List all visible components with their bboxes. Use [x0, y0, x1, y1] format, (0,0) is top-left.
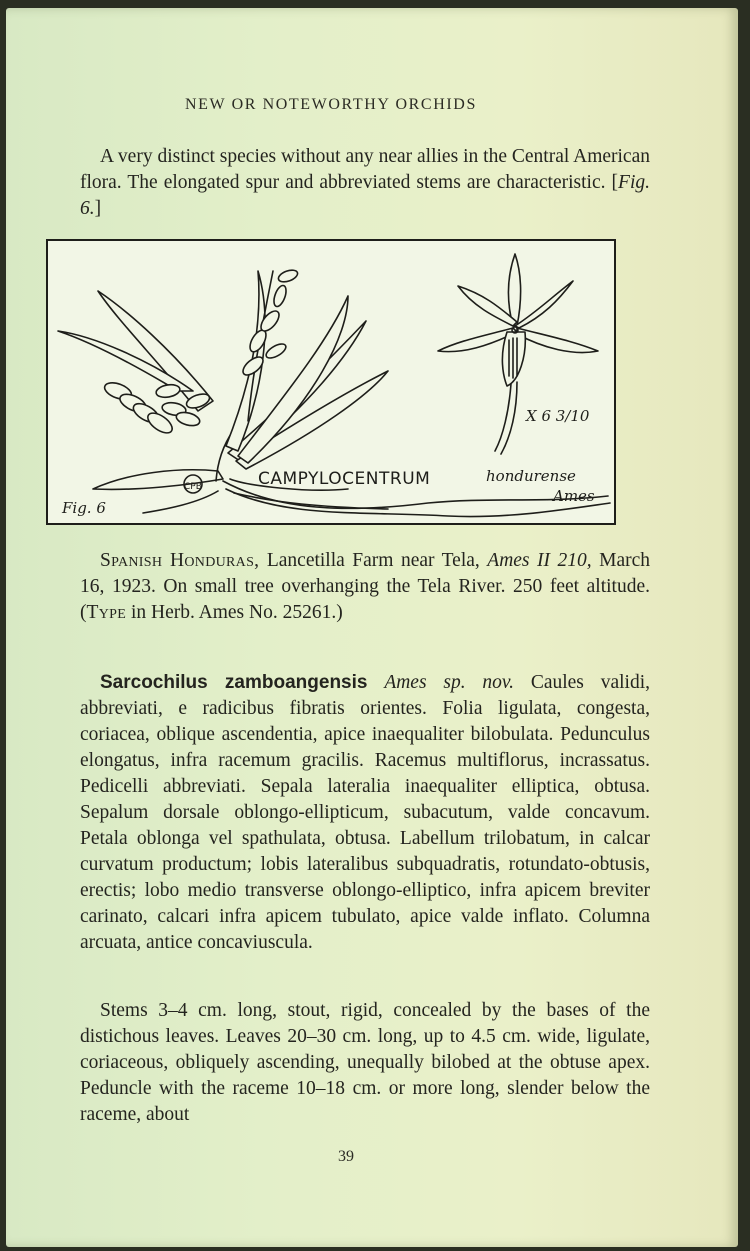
figure-author: Ames: [553, 487, 595, 505]
species-authority: Ames sp. nov.: [384, 672, 514, 693]
english-description: [80, 998, 650, 1128]
specimen-paragraph: [80, 548, 650, 626]
collector-number: Ames II 210,: [487, 550, 592, 571]
intro-text: A very distinct species without any near allies in the Central American flora. The elongated spur and abbreviated stems are characteristic. [: [80, 146, 650, 193]
magnification: X 6 3/10: [526, 407, 590, 425]
orchid-drawing: [48, 241, 614, 523]
intro-close: ]: [94, 198, 102, 219]
artist-monogram: CPB: [184, 482, 202, 492]
figure-reference: Fig. 6.: [80, 172, 650, 219]
page-number: 39: [338, 1148, 354, 1165]
figure-epithet: hondurense: [486, 467, 576, 485]
english-text: Stems 3–4 cm. long, stout, rigid, concealed by the bases of the distichous leaves. Leaves 20–30 cm. long, up to 4.5 cm. wide, ligulate, coriaceous, obliquely ascending, unequally bilobed at the obtuse apex. Peduncle with the raceme 10–18 cm. or more long, slender below the raceme, about: [80, 1000, 650, 1125]
type-label: Type: [86, 602, 127, 623]
running-head: NEW OR NOTEWORTHY ORCHIDS: [185, 96, 477, 113]
book-page: [6, 8, 738, 1247]
species-title: Sarcochilus zamboangensis: [100, 672, 368, 693]
latin-description: [80, 670, 650, 956]
specimen-details-1: March 16, 1923. On small tree overhanging the Tela River. 250 feet altitude. (: [80, 550, 651, 623]
latin-text: Caules validi, abbreviati, e radicibus fibratis orientes. Folia ligulata, congesta, coriacea, oblique ascendentia, apice inaequaliter bilobulata. Pedunculus elongatus, infra racemum gracilis. Racemus multiflorus, incrassatus. Pedicelli abbreviati. Sepala lateralia inaequaliter elliptica, obtusa. Sepalum dorsale oblongo-ellipticum, subacutum, valde concavum. Petala oblonga vel spathulata, obtusa. Labellum trilobatum, in calcar curvatum productum; lobis lateralibus subquadratis, rotundato-obtusis, erectis; lobo medio transverse oblongo-elliptico, infra apicem breviter carinato, calcari infra apicem tubulato, apice valde inflato. Columna arcuata, antice concaviuscula.: [80, 672, 651, 953]
leaf-lower: [93, 470, 223, 490]
intro-paragraph: [80, 144, 650, 222]
botanical-illustration: [46, 239, 616, 525]
locality-text: Lancetilla Farm near Tela,: [259, 550, 488, 571]
figure-label: Fig. 6: [62, 499, 106, 517]
region-name: Spanish Honduras,: [100, 550, 260, 571]
figure-genus: CAMPYLOCENTRUM: [258, 469, 431, 489]
specimen-details-2: in Herb. Ames No. 25261.): [126, 602, 343, 623]
